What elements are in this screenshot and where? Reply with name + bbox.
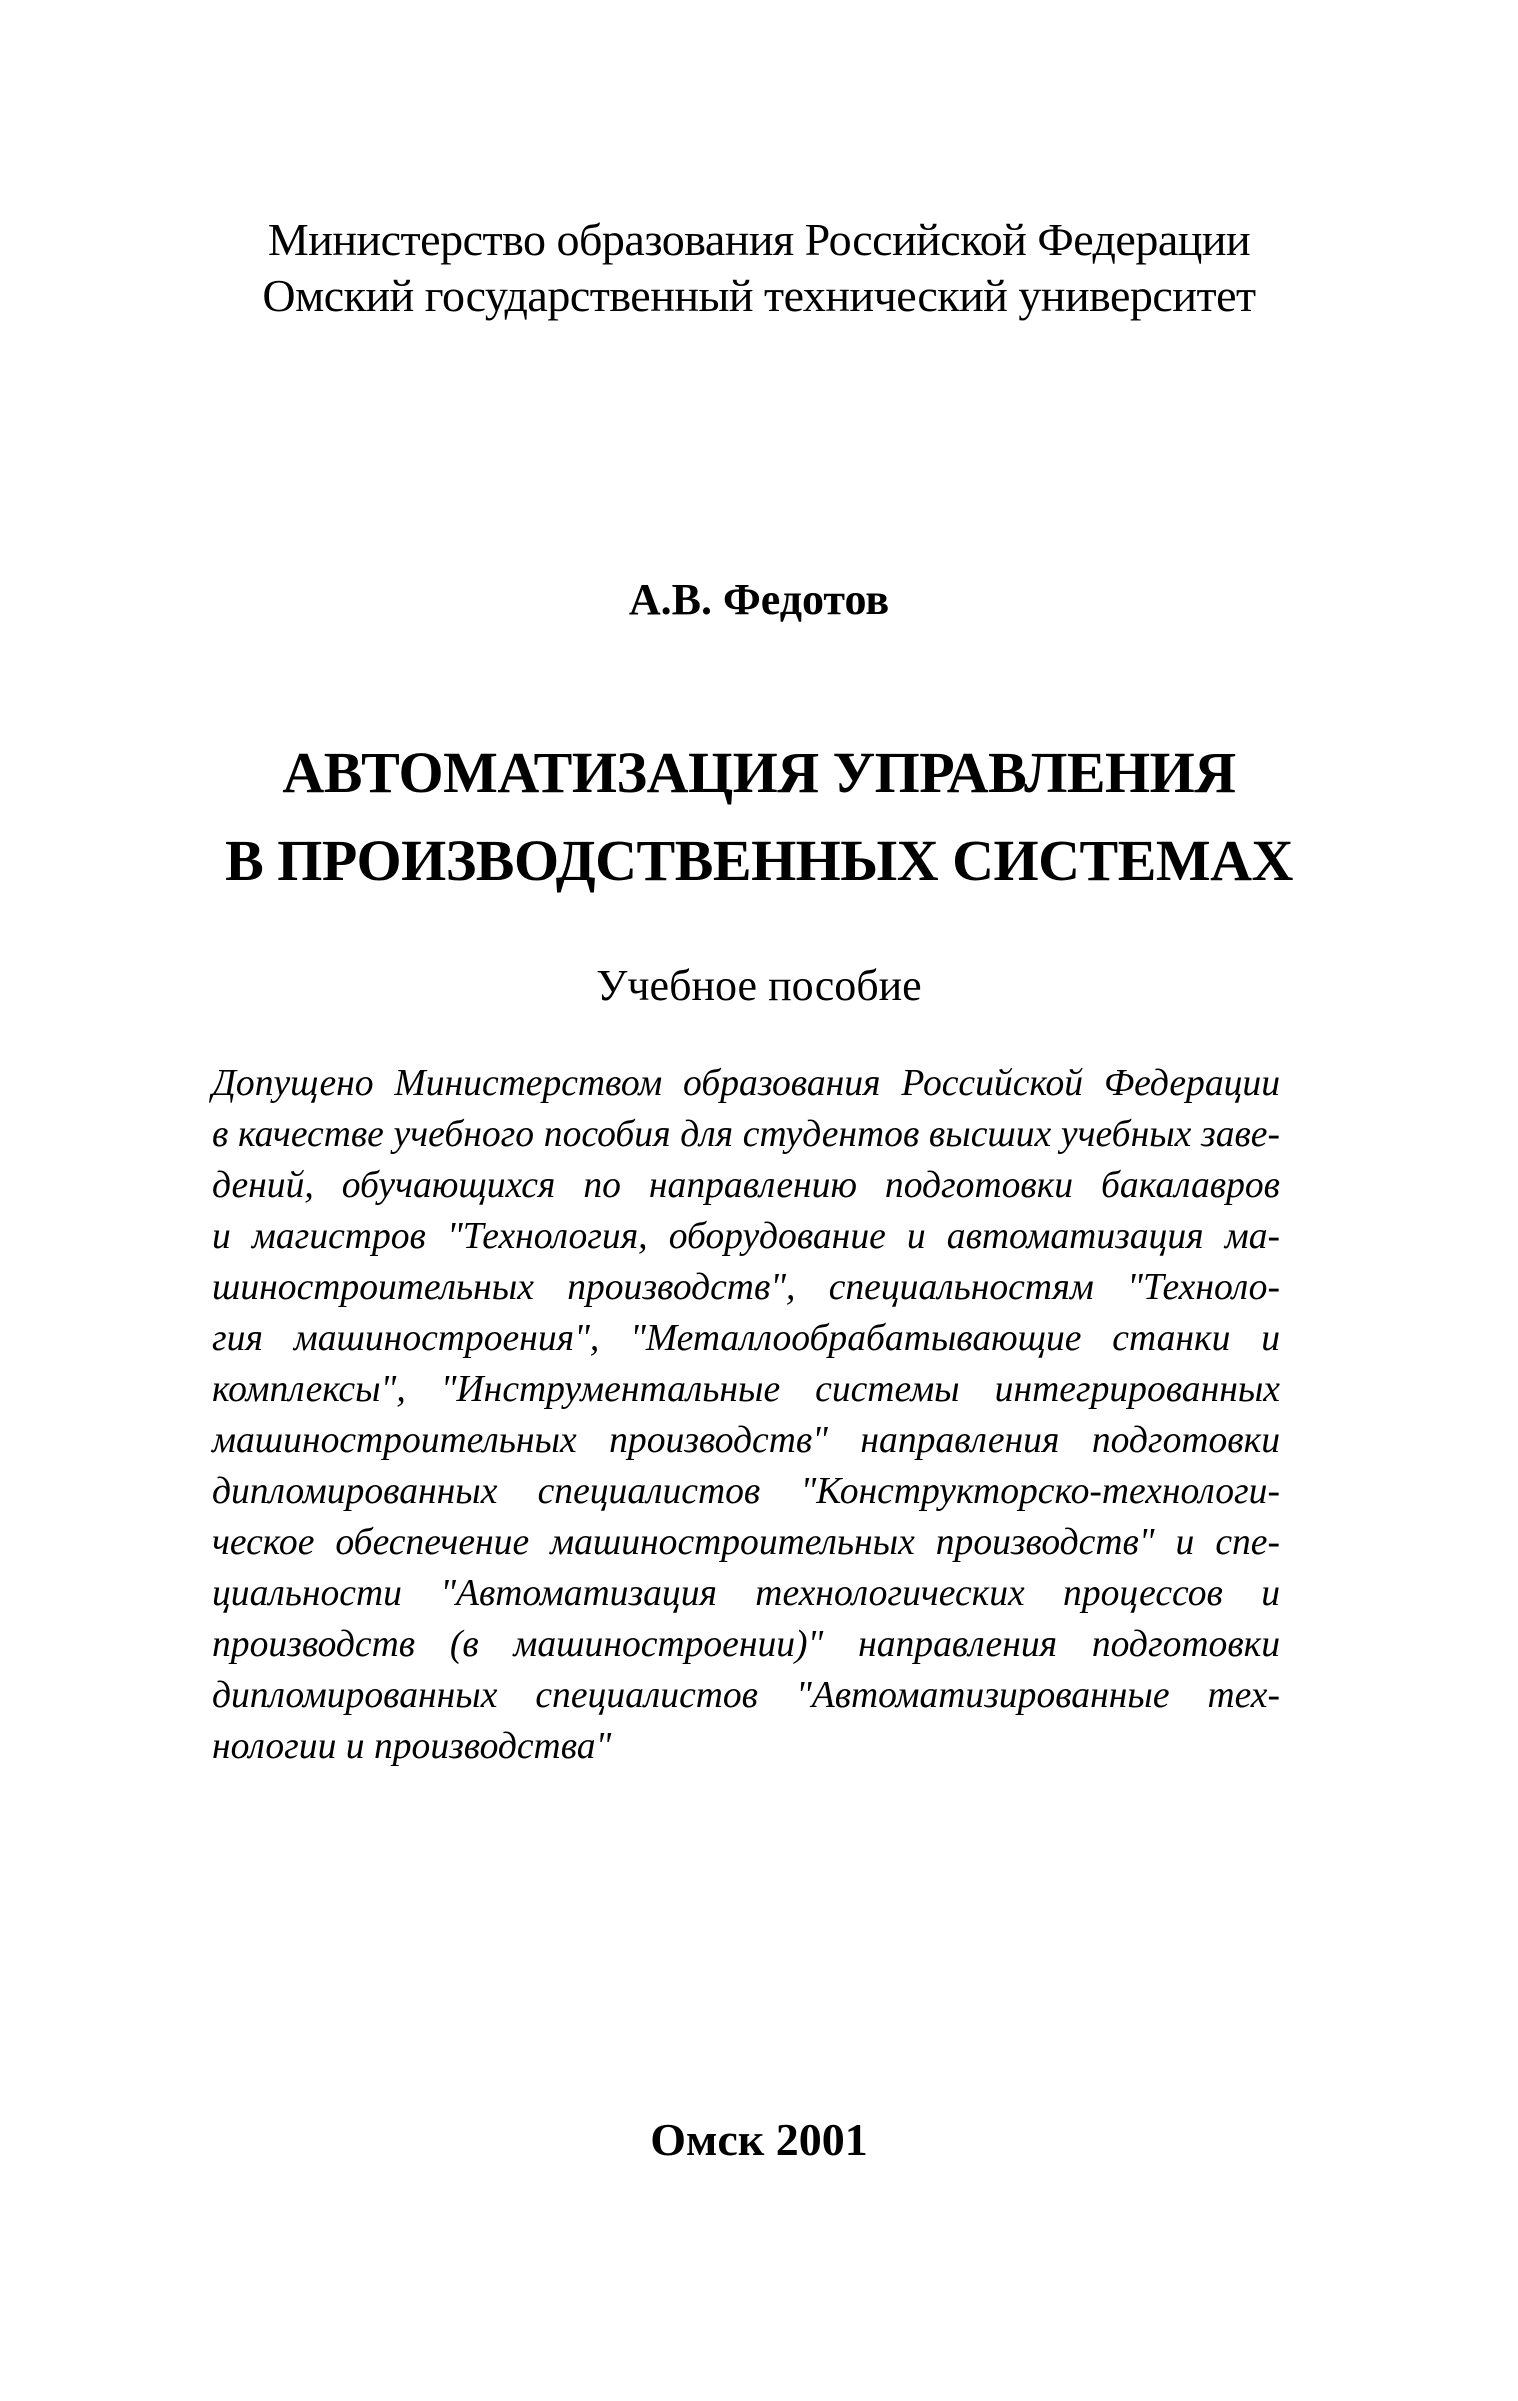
approval-line: производств (в машиностроении)" направления подготовки <box>212 1624 1280 1665</box>
book-subtitle: Учебное пособие <box>596 961 922 1010</box>
approval-line: и магистров "Технология, оборудование и автоматизация ма- <box>212 1216 1280 1257</box>
ministry-heading: Министерство образования Российской Федерации <box>267 214 1251 265</box>
author-name: А.В. Федотов <box>628 575 890 624</box>
approval-line: гия машиностроения", "Металлообрабатывающие станки и <box>212 1318 1280 1359</box>
approval-line: комплексы", "Инструментальные системы интегрированных <box>212 1369 1280 1410</box>
approval-line: машиностроительных производств" направления подготовки <box>212 1420 1280 1461</box>
publication-place-year: Омск 2001 <box>650 2114 868 2165</box>
approval-line: дипломированных специалистов "Автоматизированные тех- <box>212 1675 1280 1716</box>
approval-line: циальности "Автоматизация технологических процессов и <box>212 1573 1280 1614</box>
approval-line: ческое обеспечение машиностроительных производств" и спе- <box>212 1522 1280 1563</box>
approval-line: Допущено Министерством образования Российской Федерации <box>212 1063 1280 1104</box>
approval-line: нологии и производства" <box>212 1726 612 1767</box>
university-heading: Омский государственный технический университет <box>262 270 1256 321</box>
book-title-line-1: АВТОМАТИЗАЦИЯ УПРАВЛЕНИЯ <box>282 740 1236 805</box>
approval-line: шиностроительных производств", специальностям "Техноло- <box>212 1267 1280 1308</box>
approval-line: в качестве учебного пособия для студентов высших учебных заве- <box>212 1114 1280 1155</box>
approval-line: дипломированных специалистов "Конструкторско-технологи- <box>212 1471 1280 1512</box>
book-title-line-2: В ПРОИЗВОДСТВЕННЫХ СИСТЕМАХ <box>225 828 1293 893</box>
approval-line: дений, обучающихся по направлению подготовки бакалавров <box>212 1165 1280 1206</box>
approval-statement <box>212 1058 1280 1772</box>
